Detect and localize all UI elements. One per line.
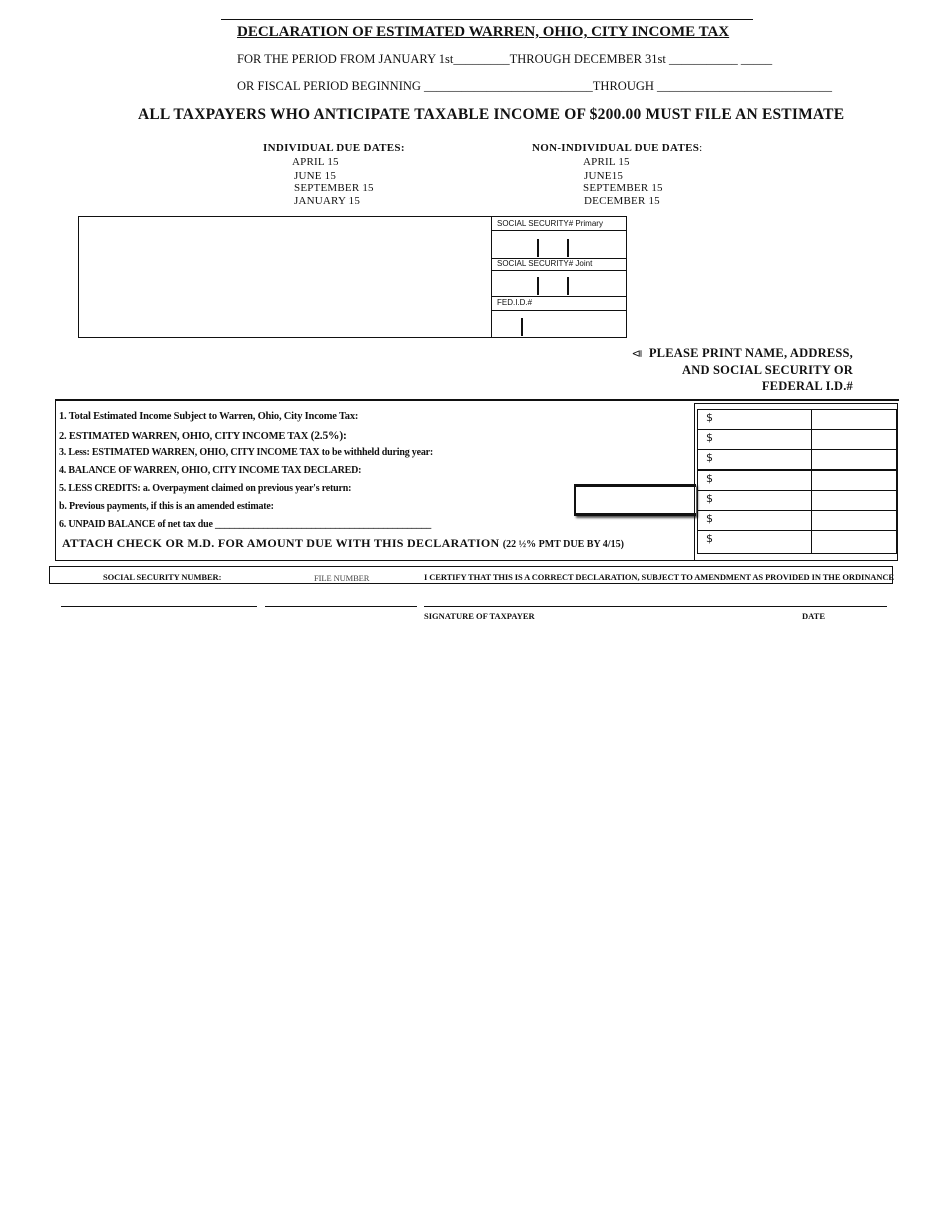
individual-due-date: JUNE 15 (294, 170, 337, 182)
digit-separator (567, 239, 569, 257)
non-individual-due-date: APRIL 15 (583, 156, 630, 168)
individual-due-date: SEPTEMBER 15 (294, 182, 374, 194)
digit-separator (521, 318, 523, 336)
amount-dollars-field[interactable] (697, 510, 812, 531)
amount-dollars-field[interactable] (697, 409, 812, 430)
amount-cents-field[interactable] (811, 409, 897, 430)
line-3-label: 3. Less: ESTIMATED WARREN, OHIO, CITY INCOME TAX to be withheld during year: (59, 447, 434, 458)
ssn-primary-label: SOCIAL SECURITY# Primary (497, 219, 603, 228)
fed-id-label: FED.I.D.# (497, 298, 533, 307)
amount-row (697, 490, 895, 510)
ssn-joint-label: SOCIAL SECURITY# Joint (497, 259, 593, 268)
amount-row (697, 409, 895, 429)
file-number-line[interactable] (265, 606, 417, 607)
amount-dollars-field[interactable] (697, 470, 812, 491)
ssn-joint-input[interactable] (492, 271, 626, 295)
dollar-sign: $ (706, 451, 713, 464)
line-5a-label: 5. LESS CREDITS: a. Overpayment claimed on previous year's return: (59, 483, 352, 494)
dollar-sign: $ (706, 472, 713, 485)
title-top-rule (221, 19, 753, 20)
taxpayer-id-box (491, 216, 627, 338)
date-label: DATE (802, 611, 825, 621)
ssn-signature-line[interactable] (61, 606, 257, 607)
digit-separator (537, 239, 539, 257)
fiscal-period-field[interactable]: OR FISCAL PERIOD BEGINNING ___________________________THROUGH ____________________________ (237, 79, 833, 93)
fed-id-input[interactable] (492, 311, 626, 336)
amount-dollars-field[interactable] (697, 449, 812, 470)
amount-row (697, 470, 895, 490)
amount-row (697, 449, 895, 469)
non-individual-due-date: DECEMBER 15 (584, 195, 660, 207)
print-note-line: PLEASE PRINT NAME, ADDRESS, (648, 346, 853, 360)
amount-row (697, 429, 895, 449)
dollar-sign: $ (706, 532, 713, 545)
form-title: DECLARATION OF ESTIMATED WARREN, OHIO, CITY INCOME TAX (237, 24, 730, 40)
signature-label: SIGNATURE OF TAXPAYER (424, 611, 535, 621)
certification-statement: I CERTIFY THAT THIS IS A CORRECT DECLARATION, SUBJECT TO AMENDMENT AS PROVIDED IN THE ORDINANCE (424, 572, 894, 582)
line-4-label: 4. BALANCE OF WARREN, OHIO, CITY INCOME TAX DECLARED: (59, 465, 362, 476)
individual-due-date: APRIL 15 (292, 156, 339, 168)
amount-row (697, 530, 895, 550)
line-1-label: 1. Total Estimated Income Subject to Warren, Ohio, City Income Tax: (59, 411, 359, 422)
print-instructions (593, 345, 853, 394)
file-number-label: FILE NUMBER (314, 573, 370, 583)
digit-separator (567, 277, 569, 295)
dollar-sign: $ (706, 411, 713, 424)
ssn-primary-input[interactable] (492, 231, 626, 259)
estimate-lines-box (55, 400, 695, 561)
name-address-field[interactable] (78, 216, 492, 338)
amount-dollars-field[interactable] (697, 490, 812, 511)
print-note-line: AND SOCIAL SECURITY OR (682, 363, 853, 377)
dollar-sign: $ (706, 512, 713, 525)
digit-separator (537, 277, 539, 295)
individual-due-dates-heading: INDIVIDUAL DUE DATES: (263, 142, 405, 154)
taxpayer-signature-line[interactable] (424, 606, 887, 607)
amount-cents-field[interactable] (811, 490, 897, 511)
non-individual-due-date: SEPTEMBER 15 (583, 182, 663, 194)
dollar-sign: $ (706, 431, 713, 444)
non-individual-due-date: JUNE15 (584, 170, 624, 182)
amount-cents-field[interactable] (811, 429, 897, 450)
tax-period-field[interactable]: FOR THE PERIOD FROM JANUARY 1st_________THROUGH DECEMBER 31st ___________ _____ (237, 52, 773, 66)
dollar-sign: $ (706, 492, 713, 505)
line-2-label: 2. ESTIMATED WARREN, OHIO, CITY INCOME TAX (2.5%): (59, 430, 347, 442)
amount-cents-field[interactable] (811, 470, 897, 491)
divider (492, 296, 626, 297)
amount-dollars-field[interactable] (697, 530, 812, 554)
amount-dollars-field[interactable] (697, 429, 812, 450)
amount-row (697, 510, 895, 530)
pointer-arrow-icon: ⧏ (631, 348, 643, 360)
amount-cents-field[interactable] (811, 449, 897, 470)
amounts-column (694, 403, 898, 561)
line-6-label: 6. UNPAID BALANCE of net tax due _____________________________________________ (59, 519, 431, 530)
overpayment-credit-input[interactable] (574, 484, 696, 516)
filing-requirement-notice: ALL TAXPAYERS WHO ANTICIPATE TAXABLE INCOME OF $200.00 MUST FILE AN ESTIMATE (138, 106, 845, 123)
amount-cents-field[interactable] (811, 530, 897, 554)
print-note-line: FEDERAL I.D.# (761, 379, 853, 393)
ssn-footer-label: SOCIAL SECURITY NUMBER: (103, 572, 222, 582)
non-individual-due-dates-heading: NON-INDIVIDUAL DUE DATES: (532, 142, 703, 154)
individual-due-date: JANUARY 15 (294, 195, 361, 207)
amount-cents-field[interactable] (811, 510, 897, 531)
line-5b-label: b. Previous payments, if this is an amended estimate: (59, 501, 274, 512)
attach-payment-instruction: ATTACH CHECK OR M.D. FOR AMOUNT DUE WITH THIS DECLARATION (22 ½% PMT DUE BY 4/15) (62, 536, 624, 550)
